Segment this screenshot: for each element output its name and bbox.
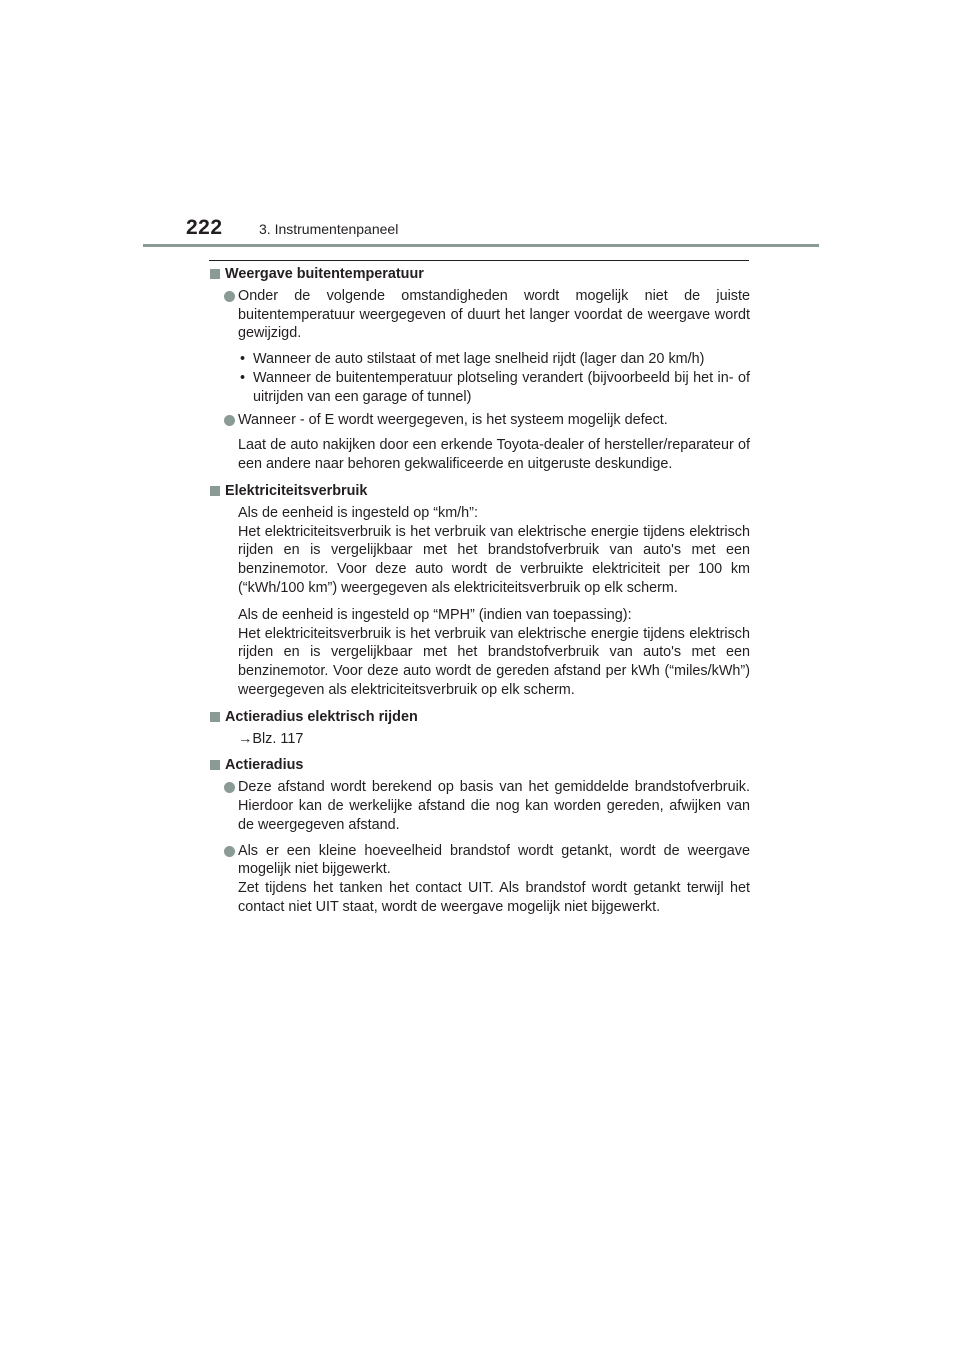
square-bullet-icon xyxy=(210,712,220,722)
sub-bullet-item: • Wanneer de buitentemperatuur plotseling verandert (bijvoorbeeld bij het in- of uitrijden van een garage of tunnel) xyxy=(240,369,750,405)
page-header xyxy=(143,214,819,244)
small-bullet-icon: • xyxy=(240,369,246,386)
square-bullet-icon xyxy=(210,760,220,770)
section-heading-electricity-consumption: Elektriciteitsverbruik xyxy=(210,482,750,501)
page-content xyxy=(210,265,750,920)
round-bullet-icon xyxy=(224,782,235,793)
bullet-item: Wanneer - of E wordt weergegeven, is het systeem mogelijk defect. xyxy=(210,411,750,430)
note-paragraph: Laat de auto nakijken door een erkende Toyota-dealer of hersteller/reparateur of een andere naar behoren gekwalificeerde en uitgeruste deskundige. xyxy=(238,437,750,473)
page-number: 222 xyxy=(186,216,223,239)
small-bullet-icon: • xyxy=(240,351,246,368)
paragraph: Als de eenheid is ingesteld op “MPH” (indien van toepassing): Het elektriciteitsverbruik is het verbruik van elektrische energie tijdens elektrisch rijden en is vergelijkbaar met het brandstofverbruik van auto's met een benzinemotor. Voor deze auto wordt de gereden afstand per kWh (“miles/kWh”) weergegeven als elektriciteitsverbruik op elk scherm. xyxy=(238,606,750,698)
header-divider xyxy=(143,244,819,247)
sub-bullet-item: • Wanneer de auto stilstaat of met lage snelheid rijdt (lager dan 20 km/h) xyxy=(240,351,705,368)
square-bullet-icon xyxy=(210,486,220,496)
bullet-item: Onder de volgende omstandigheden wordt mogelijk niet de juiste buitentemperatuur weergegeven of duurt het langer voordat de weergave wordt gewijzigd. xyxy=(210,287,750,343)
round-bullet-icon xyxy=(224,846,235,857)
bullet-item: Als er een kleine hoeveelheid brandstof wordt getankt, wordt de weergave mogelijk niet bijgewerkt. Zet tijdens het tanken het contact UIT. Als brandstof wordt getankt terwijl het contact niet UIT staat, wordt de weergave mogelijk niet bijgewerkt. xyxy=(210,842,750,917)
square-bullet-icon xyxy=(210,269,220,279)
bullet-item: Deze afstand wordt berekend op basis van het gemiddelde brandstofverbruik. Hierdoor kan de werkelijke afstand die nog kan worden gereden, afwijken van de weergegeven afstand. xyxy=(210,778,750,834)
section-heading-range: Actieradius xyxy=(210,756,750,775)
section-divider xyxy=(209,260,749,261)
round-bullet-icon xyxy=(224,415,235,426)
section-heading-outside-temperature: Weergave buitentemperatuur xyxy=(210,265,750,284)
round-bullet-icon xyxy=(224,291,235,302)
section-heading-ev-range: Actieradius elektrisch rijden xyxy=(210,708,750,727)
page-reference: →Blz. 117 xyxy=(238,730,304,747)
chapter-title: 3. Instrumentenpaneel xyxy=(259,221,399,237)
paragraph: Als de eenheid is ingesteld op “km/h”: Het elektriciteitsverbruik is het verbruik van elektrische energie tijdens elektrisch rijden en is vergelijkbaar met het brandstofverbruik van auto's met een benzinemotor. Voor deze auto wordt de verbruikte elektriciteit per 100 km (“kWh/100 km”) weergegeven als elektriciteitsverbruik op elk scherm. xyxy=(238,504,750,596)
